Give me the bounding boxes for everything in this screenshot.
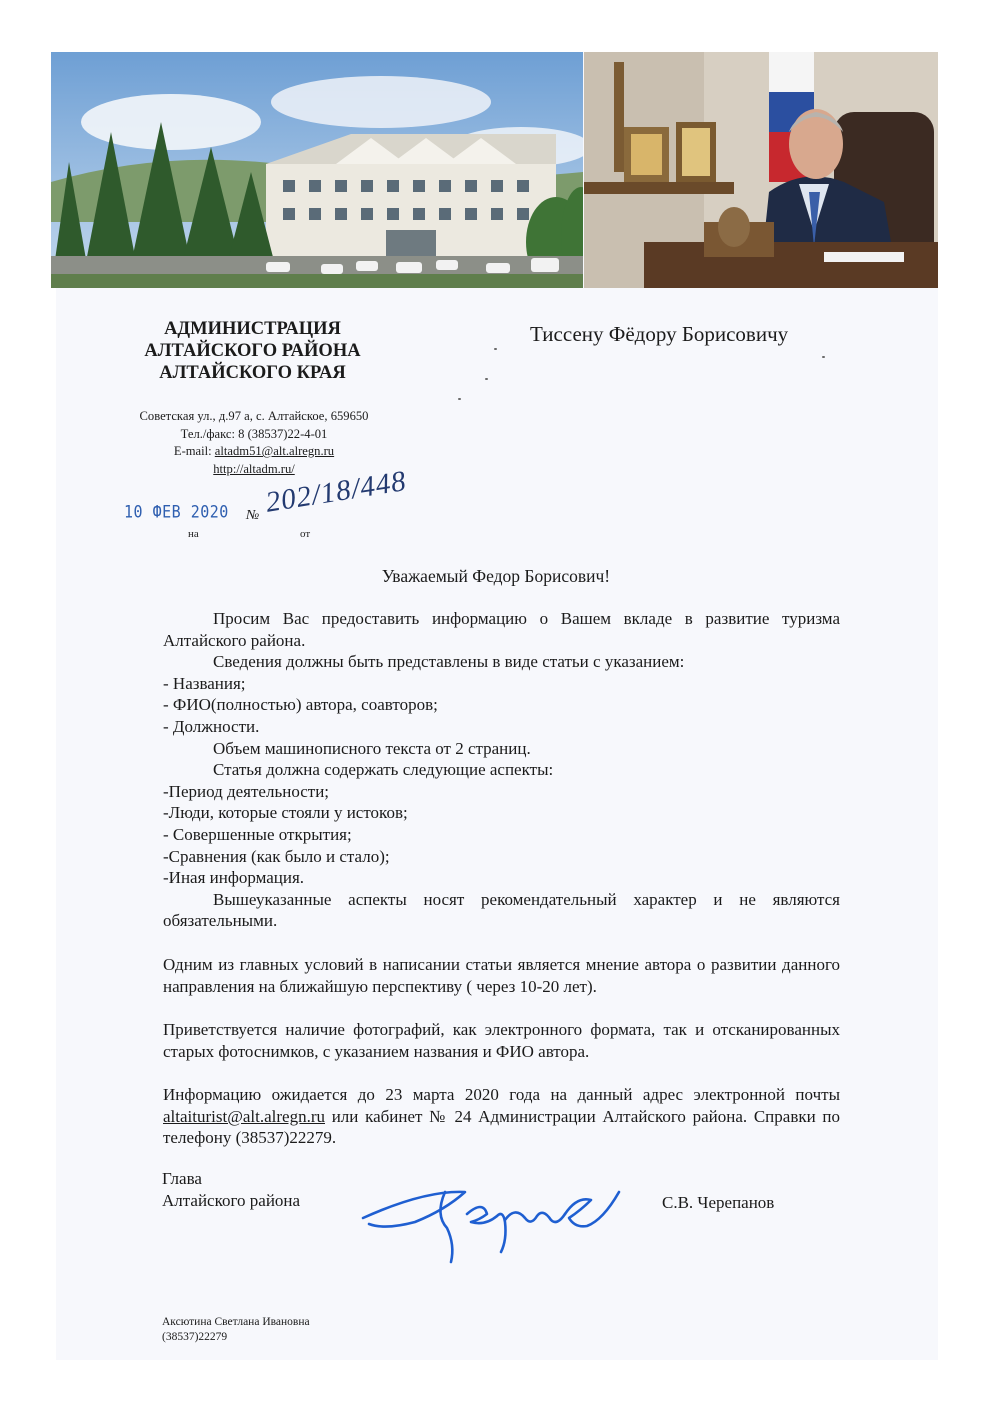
- official-portrait-photo: [584, 52, 938, 288]
- list-item: -Люди, которые стояли у истоков;: [163, 803, 408, 823]
- list-item: -Сравнения (как было и стало);: [163, 846, 390, 866]
- date-label: на: [188, 528, 199, 540]
- paragraph-recommendation: Вышеуказанные аспекты носят рекомендательный характер и не являются обязательными.: [163, 889, 840, 931]
- handwritten-number: 202/18/448: [263, 464, 409, 519]
- signatory-title: [162, 1168, 300, 1212]
- executor-phone: (38537)22279: [162, 1330, 228, 1343]
- paragraph-volume: Объем машинописного текста от 2 страниц.: [213, 738, 531, 758]
- sender-contacts: [104, 408, 404, 478]
- paragraph-format: Сведения должны быть представлены в виде статьи с указанием:: [213, 652, 685, 672]
- signatory-name: С.В. Черепанов: [662, 1193, 775, 1212]
- sender-email-line: [104, 443, 404, 461]
- list-item: - ФИО(полностью) автора, соавторов;: [163, 695, 438, 715]
- sender-organization: [110, 318, 395, 384]
- paragraph-aspects: Статья должна содержать следующие аспекты:: [213, 760, 554, 780]
- org-line-3: АЛТАЙСКОГО КРАЯ: [159, 363, 346, 383]
- signatory-title-line-1: Глава: [162, 1169, 202, 1188]
- sender-email-link[interactable]: altadm51@alt.alregn.ru: [214, 444, 335, 458]
- number-label: №: [246, 508, 260, 523]
- org-line-1: АДМИНИСТРАЦИЯ: [164, 319, 341, 339]
- deadline-text: Информацию ожидается до 23 марта 2020 года на данный адрес электронной почты: [163, 1085, 840, 1105]
- list-item: - Названия;: [163, 673, 246, 693]
- building-photo: [51, 52, 583, 288]
- contact-email-link[interactable]: altaiturist@alt.alregn.ru: [163, 1106, 325, 1126]
- paragraph-request: Просим Вас предоставить информацию о Вашем вкладе в развитие туризма Алтайского района.: [163, 609, 840, 650]
- scan-speck: [485, 378, 488, 380]
- date-stamp: 10 ФЕВ 2020: [124, 501, 229, 523]
- sender-phone: Тел./факс: 8 (38537)22-4-01: [180, 426, 328, 441]
- executor-info: [162, 1315, 310, 1344]
- sender-address: Советская ул., д.97 а, с. Алтайское, 659650: [139, 409, 369, 423]
- signatory-title-line-2: Алтайского района: [162, 1191, 301, 1210]
- scan-speck: [458, 398, 461, 400]
- email-label: E-mail:: [173, 444, 215, 458]
- salutation: Уважаемый Федор Борисович!: [381, 566, 611, 586]
- paragraph-photos: Приветствуется наличие фотографий, как электронного формата, так и отсканированных старых фотоснимков, с указанием названия и ФИО автора.: [163, 1020, 840, 1061]
- paragraph-deadline: [163, 1084, 840, 1149]
- org-line-2: АЛТАЙСКОГО РАЙОНА: [144, 341, 361, 361]
- from-label: от: [300, 528, 311, 540]
- paragraph-opinion: Одним из главных условий в написании статьи является мнение автора о развитии данного направления на ближайшую перспективу ( через 10-20 лет).: [163, 954, 840, 996]
- sender-website-link[interactable]: http://altadm.ru/: [213, 461, 295, 476]
- executor-name: Аксютина Светлана Ивановна: [162, 1316, 310, 1328]
- list-item: -Период деятельности;: [163, 781, 330, 801]
- scan-speck: [494, 348, 497, 350]
- list-item: - Должности.: [163, 716, 260, 736]
- scan-speck: [822, 356, 825, 358]
- deadline-text-end: или кабинет № 24 Администрации Алтайского района. Справки по телефону (38537)22279.: [163, 1106, 840, 1148]
- handwritten-signature: [355, 1170, 635, 1270]
- recipient-name: Тиссену Фёдору Борисовичу: [530, 322, 789, 346]
- letter-body: [163, 608, 840, 1149]
- list-item: -Иная информация.: [163, 868, 305, 888]
- list-item: - Совершенные открытия;: [163, 824, 352, 844]
